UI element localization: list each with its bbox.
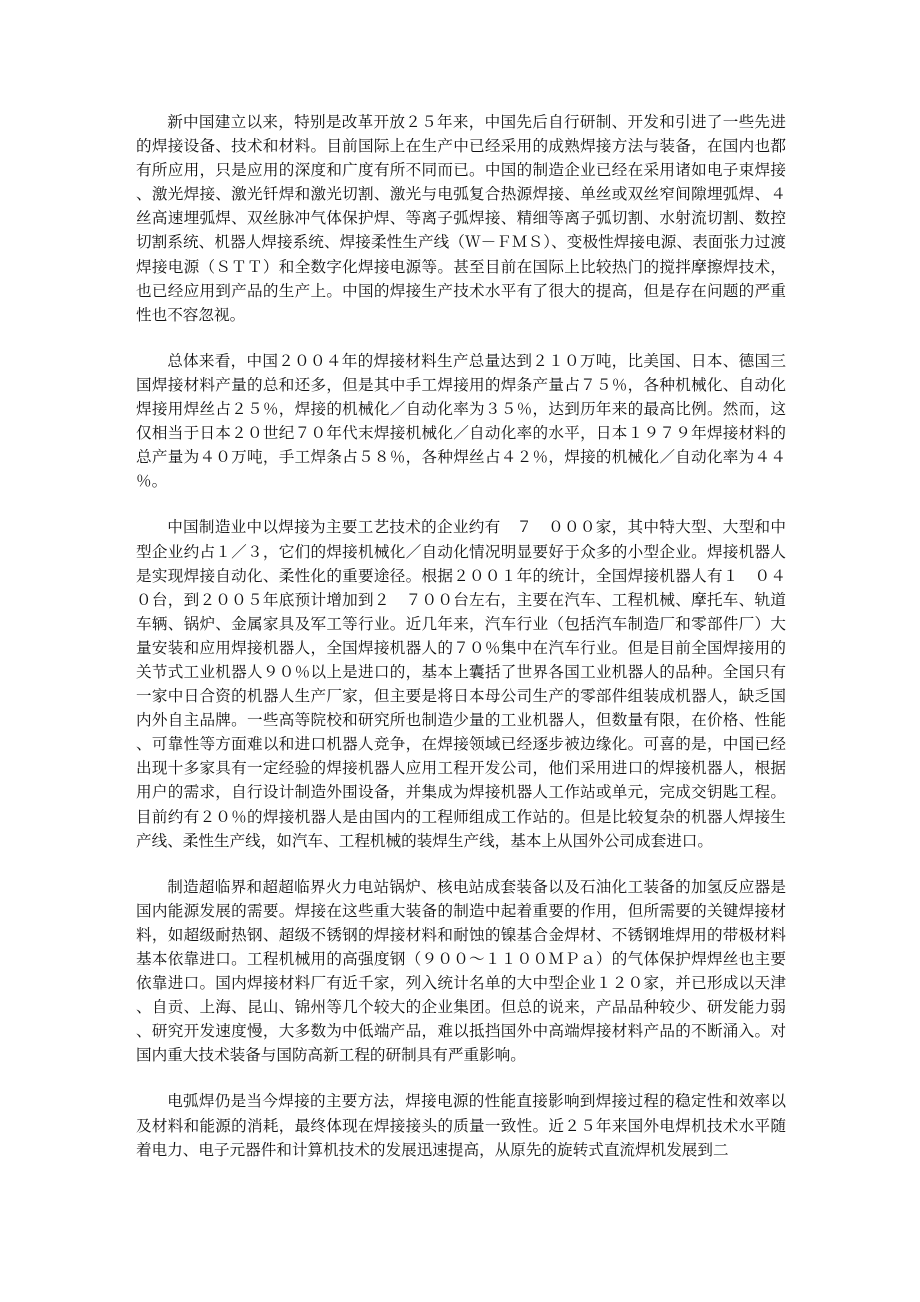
paragraph-1: 新中国建立以来，特别是改革开放２５年来，中国先后自行研制、开发和引进了一些先进的焊接设备、技术和材料。目前国际上在生产中已经采用的成熟焊接方法与装备，在国内也都有所应用，只是应用的深度和广度有所不同而已。中国的制造企业已经在采用诸如电子束焊接、激光焊接、激光钎焊和激光切割、激光与电弧复合热源焊接、单丝或双丝窄间隙埋弧焊、４丝高速埋弧焊、双丝脉冲气体保护焊、等离子弧焊接、精细等离子弧切割、水射流切割、数控切割系统、机器人焊接系统、焊接柔性生产线（Ｗ－ＦＭＳ）、变极性焊接电源、表面张力过渡焊接电源（ＳＴＴ）和全数字化焊接电源等。甚至目前在国际上比较热门的搅拌摩擦焊技术，也已经应用到产品的生产上。中国的焊接生产技术水平有了很大的提高，但是存在问题的严重性也不容忽视。 <box>136 113 786 324</box>
document-page <box>136 110 786 1184</box>
paragraph-3: 中国制造业中以焊接为主要工艺技术的企业约有 ７ ０００家，其中特大型、大型和中型企业约占１／３，它们的焊接机械化／自动化情况明显要好于众多的小型企业。焊接机器人是实现焊接自动化、柔性化的重要途径。根据２００１年的统计，全国焊接机器人有１ ０４０台，到２００５年底预计增加到２ ７００台左右，主要在汽车、工程机械、摩托车、轨道车辆、锅炉、金属家具及军工等行业。近几年来，汽车行业（包括汽车制造厂和零部件厂）大量安装和应用焊接机器人，全国焊接机器人的７０％集中在汽车行业。但是目前全国焊接用的关节式工业机器人９０％以上是进口的，基本上囊括了世界各国工业机器人的品种。全国只有一家中日合资的机器人生产厂家，但主要是将日本母公司生产的零部件组装成机器人，缺乏国内外自主品牌。一些高等院校和研究所也制造少量的工业机器人，但数量有限，在价格、性能、可靠性等方面难以和进口机器人竞争，在焊接领域已经逐步被边缘化。可喜的是，中国已经出现十多家具有一定经验的焊接机器人应用工程开发公司，他们采用进口的焊接机器人，根据用户的需求，自行设计制造外围设备，并集成为焊接机器人工作站或单元，完成交钥匙工程。目前约有２０％的焊接机器人是由国内的工程师组成工作站的。但是比较复杂的机器人焊接生产线、柔性生产线，如汽车、工程机械的装焊生产线，基本上从国外公司成套进口。 <box>136 518 786 850</box>
paragraph-2: 总体来看，中国２００４年的焊接材料生产总量达到２１０万吨，比美国、日本、德国三国焊接材料产量的总和还多，但是其中手工焊接用的焊条产量占７５％，各种机械化、自动化焊接用焊丝占２５％，焊接的机械化／自动化率为３５％，达到历年来的最高比例。然而，这仅相当于日本２０世纪７０年代末焊接机械化／自动化率的水平，日本１９７９年焊接材料的总产量为４０万吨，手工焊条占５８％，各种焊丝占４２％，焊接的机械化／自动化率为４４％。 <box>136 351 786 491</box>
paragraph-5: 电弧焊仍是当今焊接的主要方法，焊接电源的性能直接影响到焊接过程的稳定性和效率以及材料和能源的消耗，最终体现在焊接接头的质量一致性。近２５年来国外电焊机技术水平随着电力、电子元器件和计算机技术的发展迅速提高，从原先的旋转式直流焊机发展到二 <box>136 1092 786 1159</box>
paragraph-4: 制造超临界和超超临界火力电站锅炉、核电站成套装备以及石油化工装备的加氢反应器是国内能源发展的需要。焊接在这些重大装备的制造中起着重要的作用，但所需要的关键焊接材料，如超级耐热钢、超级不锈钢的焊接材料和耐蚀的镍基合金焊材、不锈钢堆焊用的带极材料基本依靠进口。工程机械用的高强度钢（９００～１１００ＭＰａ）的气体保护焊焊丝也主要依靠进口。国内焊接材料厂有近千家，列入统计名单的大中型企业１２０家，并已形成以天津、自贡、上海、昆山、锦州等几个较大的企业集团。但总的说来，产品品种较少、研发能力弱、研究开发速度慢，大多数为中低端产品，难以抵挡国外中高端焊接材料产品的不断涌入。对国内重大技术装备与国防高新工程的研制具有严重影响。 <box>136 877 786 1065</box>
